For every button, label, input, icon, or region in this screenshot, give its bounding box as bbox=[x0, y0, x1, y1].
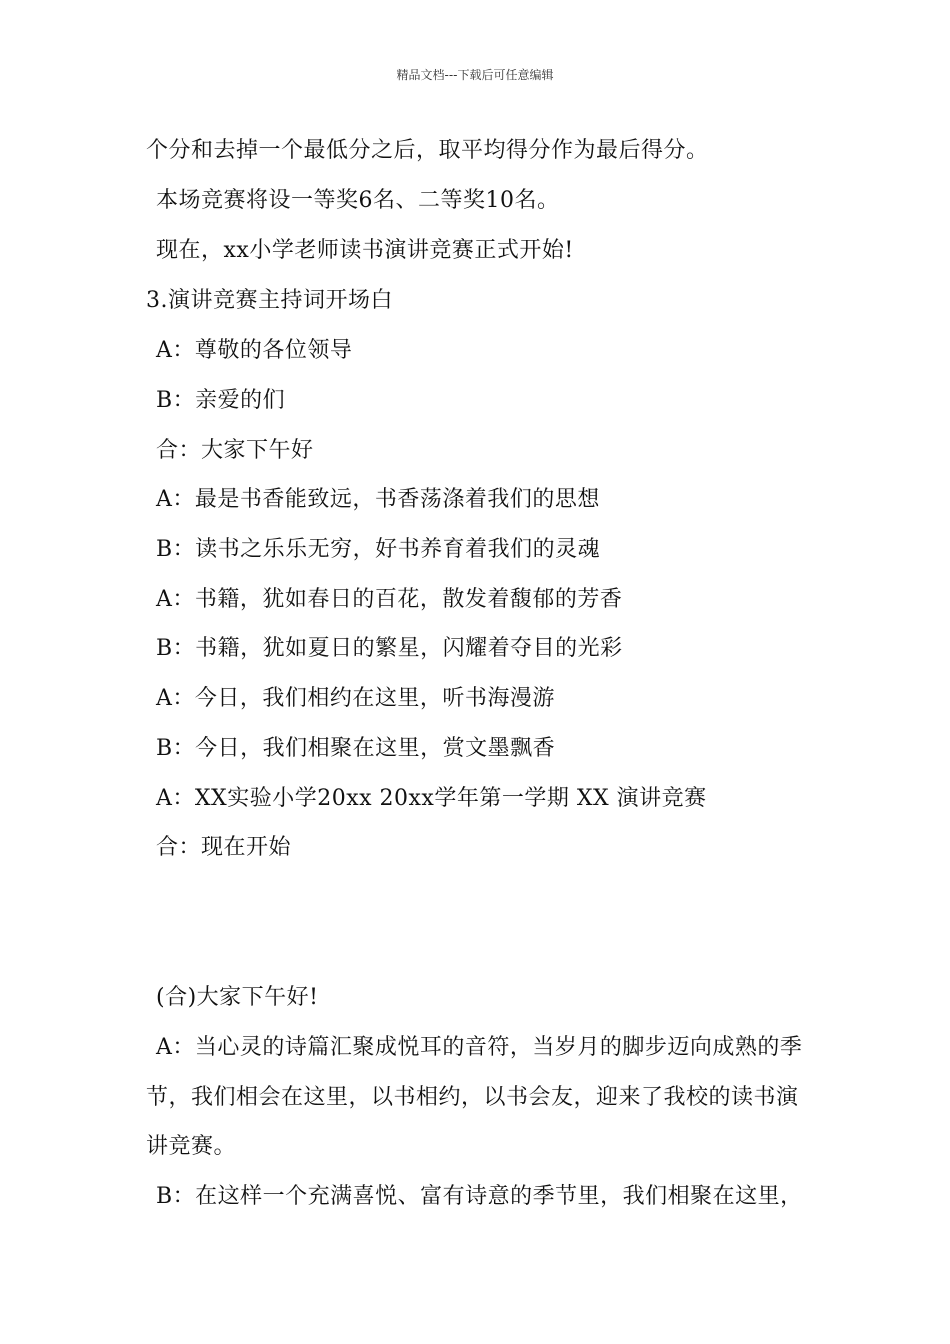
text-line-5: A：尊敬的各位领导 bbox=[156, 338, 353, 363]
text-line-17: A：当心灵的诗篇汇聚成悦耳的音符，当岁月的脚步迈向成熟的季 bbox=[156, 1035, 803, 1060]
text-line-8: A：最是书香能致远，书香荡涤着我们的思想 bbox=[156, 487, 600, 512]
text-line-16: (合)大家下午好! bbox=[156, 985, 319, 1010]
text-line-12: A：今日，我们相约在这里，听书海漫游 bbox=[156, 686, 555, 711]
text-line-6: B：亲爱的们 bbox=[156, 388, 286, 413]
text-line-18: 节，我们相会在这里，以书相约，以书会友，迎来了我校的读书演 bbox=[146, 1085, 799, 1110]
section-heading: 3.演讲竞赛主持词开场白 bbox=[146, 288, 393, 313]
text-line-1: 个分和去掉一个最低分之后，取平均得分作为最后得分。 bbox=[146, 138, 709, 163]
text-line-2: 本场竞赛将设一等奖6名、二等奖10名。 bbox=[156, 188, 560, 213]
text-line-7: 合：大家下午好 bbox=[156, 438, 314, 463]
page-header: 精品文档---下载后可任意编辑 bbox=[396, 68, 554, 82]
text-line-13: B：今日，我们相聚在这里，赏文墨飘香 bbox=[156, 736, 556, 761]
text-line-3: 现在，xx小学老师读书演讲竞赛正式开始! bbox=[156, 238, 574, 263]
text-line-11: B：书籍，犹如夏日的繁星，闪耀着夺目的光彩 bbox=[156, 636, 623, 661]
text-line-9: B：读书之乐乐无穷，好书养育着我们的灵魂 bbox=[156, 537, 601, 562]
text-line-20: B：在这样一个充满喜悦、富有诗意的季节里，我们相聚在这里， bbox=[156, 1184, 803, 1209]
text-line-14: A：XX实验小学20xx 20xx学年第一学期 XX 演讲竞赛 bbox=[156, 786, 707, 811]
text-line-15: 合：现在开始 bbox=[156, 835, 292, 860]
text-line-10: A：书籍，犹如春日的百花，散发着馥郁的芳香 bbox=[156, 587, 623, 612]
text-line-19: 讲竞赛。 bbox=[146, 1134, 237, 1159]
